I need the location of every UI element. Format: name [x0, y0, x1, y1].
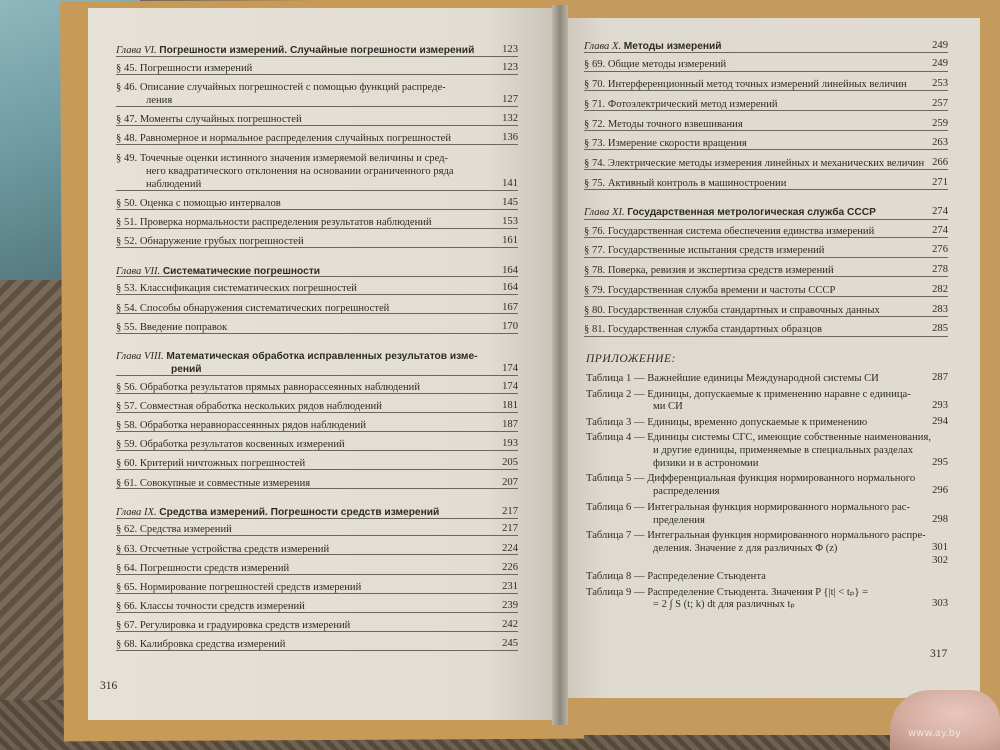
rule [116, 469, 518, 470]
entry-page: 274 [932, 224, 948, 236]
entry-page: 239 [502, 600, 518, 612]
rule [116, 333, 518, 334]
table-entry: = 2 ∫ S (t; k) dt для различных tₚ [653, 599, 795, 611]
entry-page: 296 [932, 485, 948, 497]
chapter-page: 274 [932, 206, 948, 218]
book-gutter [552, 5, 568, 725]
entry-page: 303 [932, 598, 948, 610]
entry-page: 187 [502, 419, 518, 431]
toc-entry: § 81. Государственная служба стандартных образцов [584, 324, 823, 336]
entry-page: 170 [502, 320, 518, 332]
toc-entry: § 71. Фотоэлектрический метод измерений [584, 98, 778, 110]
chapter-title-cont: рений [171, 363, 202, 375]
entry-page: 205 [502, 457, 518, 469]
entry-page: 127 [502, 94, 518, 106]
rule [584, 130, 948, 131]
rule [116, 294, 518, 295]
toc-entry: него квадратического отклонения на основании ограниченного ряда [146, 165, 454, 177]
rule [584, 90, 948, 91]
entry-page: 193 [502, 438, 518, 450]
toc-entry: § 69. Общие методы измерений [584, 59, 727, 71]
rule [584, 257, 948, 258]
toc-entry: § 51. Проверка нормальности распределения результатов наблюдений [116, 217, 432, 229]
toc-entry: § 48. Равномерное и нормальное распределения случайных погрешностей [116, 133, 452, 145]
toc-entry: § 73. Измерение скорости вращения [584, 138, 747, 150]
chapter-label: Глава VI. [116, 45, 160, 56]
rule [116, 247, 518, 248]
toc-entry: § 77. Государственные испытания средств измерений [584, 245, 825, 257]
rule [116, 612, 518, 613]
entry-page: 145 [502, 197, 518, 209]
rule [116, 106, 518, 107]
toc-entry: § 68. Калибровка средства измерений [116, 639, 286, 651]
rule [116, 574, 518, 575]
entry-page: 242 [502, 619, 518, 631]
toc-entry: § 45. Погрешности измерений [116, 62, 253, 74]
entry-page: 136 [502, 132, 518, 144]
entry-page: 263 [932, 137, 948, 149]
entry-page: 161 [502, 235, 518, 247]
chapter-page: 164 [502, 264, 518, 276]
toc-entry: § 66. Классы точности средств измерений [116, 601, 305, 613]
toc-entry: § 79. Государственная служба времени и частоты СССР [584, 284, 836, 296]
right-page [562, 18, 980, 698]
rule [116, 412, 518, 413]
rule [116, 375, 518, 376]
entry-page: 298 [932, 513, 948, 525]
entry-page: 271 [932, 176, 948, 188]
entry-page: 217 [502, 523, 518, 535]
entry-page: 153 [502, 216, 518, 228]
rule [584, 110, 948, 111]
toc-entry: § 58. Обработка неравнорассеянных рядов наблюдений [116, 420, 367, 432]
table-entry: пределения [653, 514, 705, 526]
rule [116, 209, 518, 210]
entry-page: 293 [932, 400, 948, 412]
entry-page: 249 [932, 58, 948, 70]
entry-page: 294 [932, 415, 948, 427]
chapter-title: Средства измерений. Погрешности средств измерений [159, 506, 440, 518]
chapter-label: Глава X. [584, 41, 624, 52]
chapter-title: Систематические погрешности [162, 265, 321, 277]
table-entry: Таблица 6 — Интегральная функция нормированного нормального рас- [586, 501, 911, 513]
entry-page: 224 [502, 542, 518, 554]
table-entry: физики и в астрономии [653, 457, 759, 469]
toc-entry: § 67. Регулировка и градуировка средств измерений [116, 620, 351, 632]
table-entry: деления. Значение z для различных Φ (z) [653, 542, 838, 554]
chapter-label: Глава VIII. [116, 350, 167, 362]
appendix-title: ПРИЛОЖЕНИЕ: [586, 353, 676, 366]
rule [116, 450, 518, 451]
table-entry: Таблица 1 — Важнейшие единицы Международной системы СИ [586, 373, 879, 385]
table-entry: Таблица 7 — Интегральная функция нормированного нормального распре- [586, 530, 926, 542]
entry-page: 123 [502, 61, 518, 73]
entry-page: 181 [502, 399, 518, 411]
rule [116, 144, 518, 145]
table-entry: распределения [653, 486, 720, 498]
table-entry: ми СИ [653, 401, 683, 413]
entry-page: 301 [932, 541, 948, 553]
rule [116, 56, 518, 57]
chapter-page: 174 [502, 362, 518, 374]
entry-page: 164 [502, 282, 518, 294]
rule [116, 518, 518, 519]
chapter-title: Математическая обработка исправленных результатов изме- [166, 350, 478, 362]
toc-entry: § 74. Электрические методы измерения линейных и механических величин [584, 157, 925, 169]
chapter-heading [116, 350, 478, 363]
entry-page: 141 [502, 177, 518, 189]
chapter-page: 217 [502, 505, 518, 517]
rule [116, 228, 518, 229]
table-entry: и другие единицы, применяемые в специальных разделах [653, 445, 914, 457]
toc-entry: § 56. Обработка результатов прямых равнорассеянных наблюдений [116, 381, 420, 393]
entry-page: 174 [502, 380, 518, 392]
rule [116, 554, 518, 555]
chapter-heading [584, 40, 722, 53]
rule [584, 276, 948, 277]
chapter-title: Методы измерений [623, 41, 722, 52]
toc-entry: § 70. Интерференционный метод точных измерений линейных величин [584, 79, 907, 91]
rule [116, 535, 518, 536]
toc-entry: § 80. Государственная служба стандартных и справочных данных [584, 304, 880, 316]
rule [116, 125, 518, 126]
toc-entry: § 64. Погрешности средств измерений [116, 562, 290, 574]
entry-page: 257 [932, 97, 948, 109]
rule [584, 189, 948, 190]
toc-entry: § 62. Средства измерений [116, 524, 232, 536]
entry-page: 287 [932, 372, 948, 384]
rule [584, 219, 948, 220]
left-page [88, 8, 556, 720]
entry-page: 285 [932, 323, 948, 335]
table-entry: Таблица 9 — Распределение Стьюдента. Значения P {|t| < tₚ} = [586, 586, 869, 598]
entry-page: 207 [502, 476, 518, 488]
page-number: 316 [100, 680, 118, 692]
chapter-heading [584, 206, 876, 219]
chapter-label: Глава IX. [116, 506, 160, 518]
rule [584, 52, 948, 53]
page-number: 317 [930, 648, 948, 660]
toc-entry: § 53. Классификация систематических погрешностей [116, 283, 357, 295]
finger [890, 690, 1000, 750]
rule [116, 276, 518, 277]
toc-entry: ления [146, 95, 173, 107]
toc-entry: § 59. Обработка результатов косвенных измерений [116, 439, 345, 451]
entry-page: 132 [502, 113, 518, 125]
entry-page: 276 [932, 244, 948, 256]
toc-entry: § 63. Отсчетные устройства средств измерений [116, 543, 330, 555]
toc-entry: § 76. Государственная система обеспечения единства измерений [584, 225, 875, 237]
toc-entry: § 52. Обнаружение грубых погрешностей [116, 236, 304, 248]
toc-entry: § 50. Оценка с помощью интервалов [116, 198, 281, 210]
rule [116, 650, 518, 651]
chapter-label: Глава XI. [584, 207, 628, 219]
watermark: www.ay.by [908, 728, 961, 739]
table-entry: Таблица 8 — Распределение Стьюдента [586, 571, 766, 583]
entry-page: 226 [502, 561, 518, 573]
rule [116, 488, 518, 489]
rule [584, 237, 948, 238]
rule [584, 71, 948, 72]
rule [584, 336, 948, 337]
rule [116, 631, 518, 632]
chapter-title: Погрешности измерений. Случайные погрешности измерений [159, 45, 475, 56]
toc-entry: § 55. Введение поправок [116, 321, 228, 333]
rule [116, 431, 518, 432]
toc-entry: § 49. Точечные оценки истинного значения измеряемой величины и сред- [116, 152, 449, 164]
toc-entry: § 65. Нормирование погрешностей средств измерений [116, 581, 362, 593]
chapter-label: Глава VII. [116, 265, 163, 277]
toc-entry: § 72. Методы точного взвешивания [584, 118, 743, 130]
rule [116, 313, 518, 314]
table-entry: Таблица 3 — Единицы, временно допускаемые к применению [586, 416, 868, 428]
entry-page: 266 [932, 156, 948, 168]
entry-page: 167 [502, 301, 518, 313]
toc-entry: § 78. Поверка, ревизия и экспертиза средств измерений [584, 265, 834, 277]
toc-entry: § 60. Критерий ничтожных погрешностей [116, 458, 306, 470]
chapter-page: 123 [502, 44, 518, 55]
toc-entry: наблюдений [146, 178, 202, 190]
entry-page: 302 [932, 554, 948, 566]
toc-entry: § 75. Активный контроль в машиностроении [584, 177, 787, 189]
entry-page: 245 [502, 638, 518, 650]
entry-page: 231 [502, 580, 518, 592]
entry-page: 253 [932, 78, 948, 90]
chapter-title: Государственная метрологическая служба СССР [627, 207, 876, 219]
entry-page: 283 [932, 303, 948, 315]
rule [584, 149, 948, 150]
rule [584, 169, 948, 170]
entry-page: 278 [932, 264, 948, 276]
toc-entry: § 47. Моменты случайных погрешностей [116, 114, 302, 126]
toc-entry: § 46. Описание случайных погрешностей с помощью функций распреде- [116, 81, 446, 93]
rule [584, 296, 948, 297]
rule [116, 74, 518, 75]
toc-entry: § 54. Способы обнаружения систематических погрешностей [116, 302, 390, 314]
entry-page: 259 [932, 117, 948, 129]
entry-page: 295 [932, 456, 948, 468]
rule [584, 316, 948, 317]
toc-entry: § 61. Совокупные и совместные измерения [116, 477, 311, 489]
table-entry: Таблица 4 — Единицы системы СГС, имеющие собственные наименования, [586, 432, 931, 444]
toc-entry: § 57. Совместная обработка нескольких рядов наблюдений [116, 400, 382, 412]
rule [116, 593, 518, 594]
entry-page: 282 [932, 283, 948, 295]
rule [116, 190, 518, 191]
table-entry: Таблица 2 — Единицы, допускаемые к применению наравне с единица- [586, 388, 911, 400]
chapter-page: 249 [932, 40, 948, 51]
table-entry: Таблица 5 — Дифференциальная функция нормированного нормального [586, 473, 916, 485]
rule [116, 393, 518, 394]
